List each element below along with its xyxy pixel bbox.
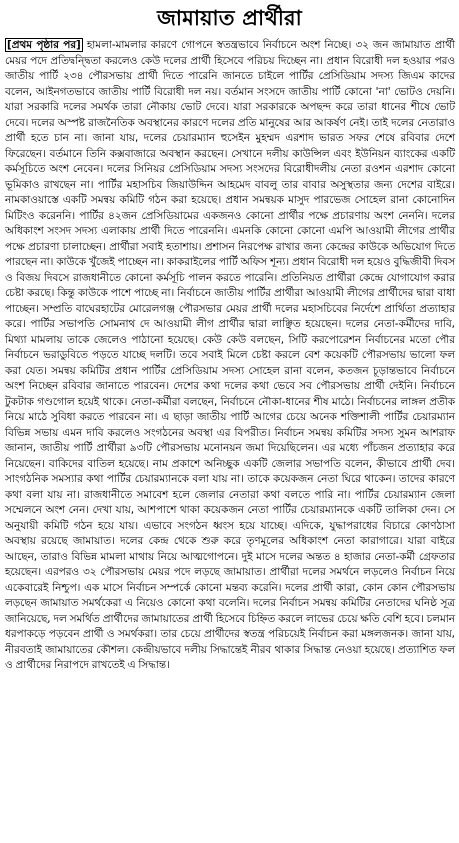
article-headline: জামায়াত প্রার্থীরা [157, 6, 302, 30]
article-body-text: হামলা-মামলার কারণে গোপনে স্বতন্ত্রভাবে নির্বাচনে অংশ নিচ্ছে। ৩২ জন জামায়াত প্রার্থী মেয়র পদে প্রতিদ্বন্দ্বিতা করলেও কেউ দলের প্রার্থী হিসেবে পরিচয় দিচ্ছেন না। প্রধান বিরোধী দল হওয়ার পরও জাতীয় পার্টি ২৩৪ পৌরসভায় প্রার্থী দিতে পারেনি জানতে চাইলে পার্টির প্রেসিডিয়াম সদস্য জিএম কাদের বলেন, আইনগতভাবে জাতীয় পার্টি বিরোধী দল নয়। বর্তমান সংসদে জাতীয় পার্টি কোনো 'না' ভোটও দেয়নি। যারা সরকারি দলের সমর্থক তারা নৌকায় ভোট দেবে। যারা সরকারকে অপছন্দ করে তারা ধানের শীষে ভোট দেবে। দলের অস্পষ্ট রাজনৈতিক অবস্থানের কারণে দলের প্রতি মানুষের আর আকর্ষণ নেই। তাই দলের নেতারাও প্রার্থী হতে চান না। জানা যায়, দলের চেয়ারম্যান হুসেইন মুহম্মদ এরশাদ ভারত সফর শেষে রবিবার দেশে ফিরেছেন। বর্তমানে তিনি কক্সবাজারে অবস্থান করছেন। সেখানে দলীয় কাউন্সিল এবং ইউনিয়ন ব্যাংকের একটি কর্মসূচিতে অংশ নেবেন। দলের সিনিয়র প্রেসিডিয়াম সদস্য সংসদের বিরোধীদলীয় নেতা রওশন এরশাদ কোনো ভূমিকাও রাখছেন না। পার্টির মহাসচিব জিয়াউদ্দিন আহমেদ বাবলু তার বাবার অসুস্থতার জন্য দেশের বাইরে। নামকাওয়াস্তে একটি সমন্বয় কমিটি গঠন করা হয়েছে। প্রধান সমন্বয়ক মাসুদ পারভেজ সোহেল রানা কোনোদিন মিটিংও করেননি। পার্টির ৪২জন প্রেসিডিয়ামের একজনও কোনো প্রার্থীর পক্ষে প্রচারণায় অংশ নেননি। দলের অধিকাংশ সংসদ সদস্য এলাকায় প্রার্থী দিতে পারেননি। এমনকি কোনো কোনো এমপি আওয়ামী লীগের প্রার্থীর পক্ষে প্রচারণা চালাচ্ছেন। প্রার্থীরা সবাই হতাশায়। প্রশাসন নিরপেক্ষ রাখার জন্য কেন্দ্রের কাউকে অভিযোগ দিতে পারছেন না। কাউকে খুঁজেই পাচ্ছেন না। কাকরাইলের পার্টি অফিস শূন্য। প্রধান বিরোধী দল হয়েও বুদ্ধিজীবী দিবস ও বিজয় দিবসে রাজধানীতে কোনো কর্মসূচি পালন করতে পারেনি। প্রতিনিয়ত প্রার্থীরা কেন্দ্রে যোগাযোগ করার চেষ্টা করছে। কিন্তু কাউকে পাশে পাচ্ছে না। নির্বাচনে জাতীয় পার্টির প্রার্থীরা আওয়ামী লীগের প্রার্থীদের দ্বারা বাধা পাচ্ছেন। সম্প্রতি বাঘেরহাটের মোরেলগঞ্জ পৌরসভার মেয়র প্রার্থী দলের মহাসচিবের নির্দেশে প্রার্থিতা প্রত্যাহার করে। পার্টির সভাপতি সোমনাথ দে আওয়ামী লীগ প্রার্থীর দ্বারা লাঞ্ছিত হয়েছেন। দলের নেতা-কর্মীদের দাবি, মিথ্যা মামলায় তাকে জেলেও পাঠানো হয়েছে। কেউ কেউ বলছেন, সিটি করপোরেশন নির্বাচনের মতো পৌর নির্বাচনে ভরাডুবিতে পড়তে যাচ্ছে দলটি। তবে সবাই মিলে চেষ্টা করলে বেশ কয়েকটি পৌরসভায় ভালো ফল করা যেত। সমন্বয় কমিটির প্রধান পার্টির প্রেসিডিয়াম সদস্য সোহেল রানা বলেন, কতজন চূড়ান্তভাবে নির্বাচনে অংশ নিচ্ছেন রবিবার জানাতে পারবেন। দেশের কথা দলের কথা ভেবে সব পৌরসভায় প্রার্থী দেইনি। নির্বাচনে টুকটাক গণ্ডগোল হয়েই থাকে। নেতা-কর্মীরা বলছেন, নির্বাচনে নৌকা-ধানের শীষ মাঠে। নির্বাচনের লাঙ্গল প্রতীক নিয়ে মাঠে সুবিধা করতে পারবেন না। এ ছাড়া জাতীয় পার্টি আগের চেয়ে অনেক শক্তিশালী পার্টির চেয়ারম্যান বিভিন্ন সভায় এমন দাবি করলেও সংগঠনের অবস্থা এর বিপরীত। নির্বাচন সমন্বয় কমিটির সদস্য সুমন আশরাফ জানান, জাতীয় পার্টি প্রার্থীরা ৯৩টি পৌরসভায় মনোনয়ন জমা দিয়েছিলেন। এর মধ্যে পাঁচজন প্রত্যাহার করে নিয়েছেন। বাকিদের বাতিল হয়েছে। নাম প্রকাশে অনিচ্ছুক একটি জেলার সভাপতি বলেন, কীভাবে প্রার্থী দেব। সাংগঠনিক সমস্যার কথা পার্টির চেয়ারম্যানকে বলা যায় না। তাকে কয়েকজন নেতা ঘিরে থাকেন। তাদের কারণে কথা বলা যায় না। রাজধানীতে সমাবেশ হলে জেলার নেতারা কথা বলতে পারি না। পার্টির চেয়ারম্যান জেলা সম্মেলনে অংশ নেন। দেখা যায়, আশপাশে থাকা কয়েকজন নেতা পার্টির চেয়ারম্যানকে একটি তালিকা দেন। সে অনুযায়ী কমিটি গঠন হয়ে যায়। এভাবে সংগঠন ধ্বংস হয়ে যাচ্ছে। এদিকে, যুদ্ধাপরাধের বিচারে কোণঠাসা অবস্থায় রয়েছে জামায়াত। দলের কেন্দ্র থেকে শুরু করে তৃণমূলের অধিকাংশ নেতা কারাগারে। যারা বাইরে আছেন, তারাও বিভিন্ন মামলা মাথায় নিয়ে আত্মগোপনে। দুই মাসে দলের অন্তত ৪ হাজার নেতা-কর্মী গ্রেফতার হয়েছেন। এরপরও ৩২ পৌরসভায় মেয়র পদে লড়ছে জামায়াত। প্রার্থীরা দলের সমর্থনে লড়লেও নির্বাচন নিয়ে একেবারেই নিশ্চুপ। এক মাসে নির্বাচন সম্পর্কে কোনো মন্তব্য করেনি। দলের প্রার্থী কারা, কোন কোন পৌরসভায় লড়ছেন জামায়াত সমর্থকেরা এ নিয়েও কোনো কথা বলেনি। দলের নির্বাচন সমন্বয় কমিটির নেতাদের ঘনিষ্ঠ সূত্র জানিয়েছে, দল সমর্থিত প্রার্থীদের জামায়াতের প্রার্থী হিসেবে চিহ্নিত করলে লাভের চেয়ে ক্ষতি বেশি হবে। চলমান ধরপাকড়ে পড়বেন প্রার্থী ও সমর্থকরা। তার চেয়ে প্রার্থীদের স্বতন্ত্র পরিচয়েই নির্বাচন করা মঙ্গলজনক। জানা যায়, নীরবতাই জামায়াতের কৌশল। কেন্দ্রীয়ভাবে দলীয় সিদ্ধান্তেই নীরব থাকার সিদ্ধান্ত নেওয়া হয়েছে। প্রত্যাশিত ফল ও প্রার্থীদের নিরাপদে রাখতেই এ সিদ্ধান্ত। [5, 39, 456, 671]
article-body [5, 38, 455, 674]
continuation-marker: [প্রথম পৃষ্ঠার পর] [7, 39, 81, 51]
